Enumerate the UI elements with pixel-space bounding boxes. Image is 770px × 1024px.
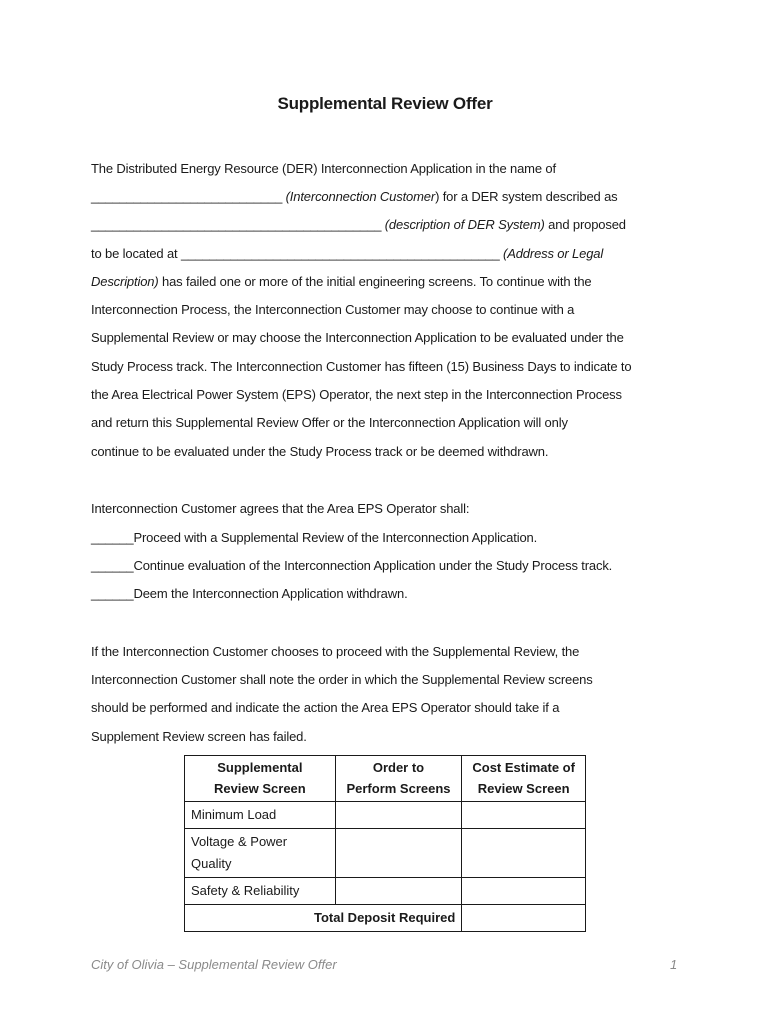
- intro-line: Supplemental Review or may choose the Interconnection Application to be evaluated under the: [91, 330, 624, 345]
- intro-line: ___________________________ (Interconnection Customer) for a DER system described as: [91, 189, 618, 204]
- intro-line: Description) has failed one or more of the initial engineering screens. To continue with the: [91, 274, 592, 289]
- footer-title: City of Olivia – Supplemental Review Offer: [91, 957, 337, 972]
- total-deposit-label: Total Deposit Required: [185, 905, 462, 932]
- page-number: 1: [670, 957, 678, 972]
- order-cell[interactable]: [335, 878, 462, 905]
- option-study-process[interactable]: ______Continue evaluation of the Interconnection Application under the Study Process track.: [91, 558, 613, 573]
- screen-name-cell: Minimum Load: [185, 802, 336, 829]
- table-row: [185, 802, 586, 829]
- intro-line: and return this Supplemental Review Offer or the Interconnection Application will only: [91, 415, 568, 430]
- order-cell[interactable]: [335, 802, 462, 829]
- address-blank[interactable]: _____________________________________________: [180, 246, 504, 261]
- intro-line: to be located at _____________________________________________ (Address or Legal: [91, 246, 604, 261]
- cost-cell[interactable]: [462, 878, 586, 905]
- proceed-line: should be performed and indicate the action the Area EPS Operator should take if a: [91, 700, 560, 715]
- cost-cell[interactable]: [462, 802, 586, 829]
- header-review-screen: Supplemental Review Screen: [185, 756, 336, 802]
- cost-cell[interactable]: [462, 829, 586, 878]
- order-cell[interactable]: [335, 829, 462, 878]
- proceed-line: Supplement Review screen has failed.: [91, 729, 307, 744]
- option-supplemental-review[interactable]: ______Proceed with a Supplemental Review of the Interconnection Application.: [91, 530, 538, 545]
- screen-name-cell: Voltage & Power Quality: [185, 829, 336, 878]
- total-row: [185, 905, 586, 932]
- proceed-line: If the Interconnection Customer chooses to proceed with the Supplemental Review, the: [91, 644, 580, 659]
- intro-line: The Distributed Energy Resource (DER) Interconnection Application in the name of: [91, 161, 556, 176]
- total-deposit-cell[interactable]: [462, 905, 586, 932]
- header-order: Order to Perform Screens: [335, 756, 462, 802]
- header-cost-estimate: Cost Estimate of Review Screen: [462, 756, 586, 802]
- table-row: [185, 829, 586, 878]
- proceed-line: Interconnection Customer shall note the order in which the Supplemental Review screens: [91, 672, 593, 687]
- agreement-heading: Interconnection Customer agrees that the Area EPS Operator shall:: [91, 501, 470, 516]
- option-withdraw[interactable]: ______Deem the Interconnection Application withdrawn.: [91, 586, 408, 601]
- system-description-blank[interactable]: _________________________________________: [91, 217, 385, 232]
- screen-name-cell: Safety & Reliability: [185, 878, 336, 905]
- customer-name-blank[interactable]: ___________________________: [91, 189, 286, 204]
- page-title: Supplemental Review Offer: [277, 94, 493, 113]
- review-screens-table: [184, 755, 586, 932]
- table-row: [185, 878, 586, 905]
- intro-line: continue to be evaluated under the Study Process track or be deemed withdrawn.: [91, 444, 549, 459]
- intro-line: the Area Electrical Power System (EPS) Operator, the next step in the Interconnection Process: [91, 387, 622, 402]
- intro-line: Study Process track. The Interconnection Customer has fifteen (15) Business Days to indicate to: [91, 359, 632, 374]
- table-header-row: [185, 756, 586, 802]
- intro-line: _________________________________________ (description of DER System) and proposed: [91, 217, 626, 232]
- intro-line: Interconnection Process, the Interconnection Customer may choose to continue with a: [91, 302, 575, 317]
